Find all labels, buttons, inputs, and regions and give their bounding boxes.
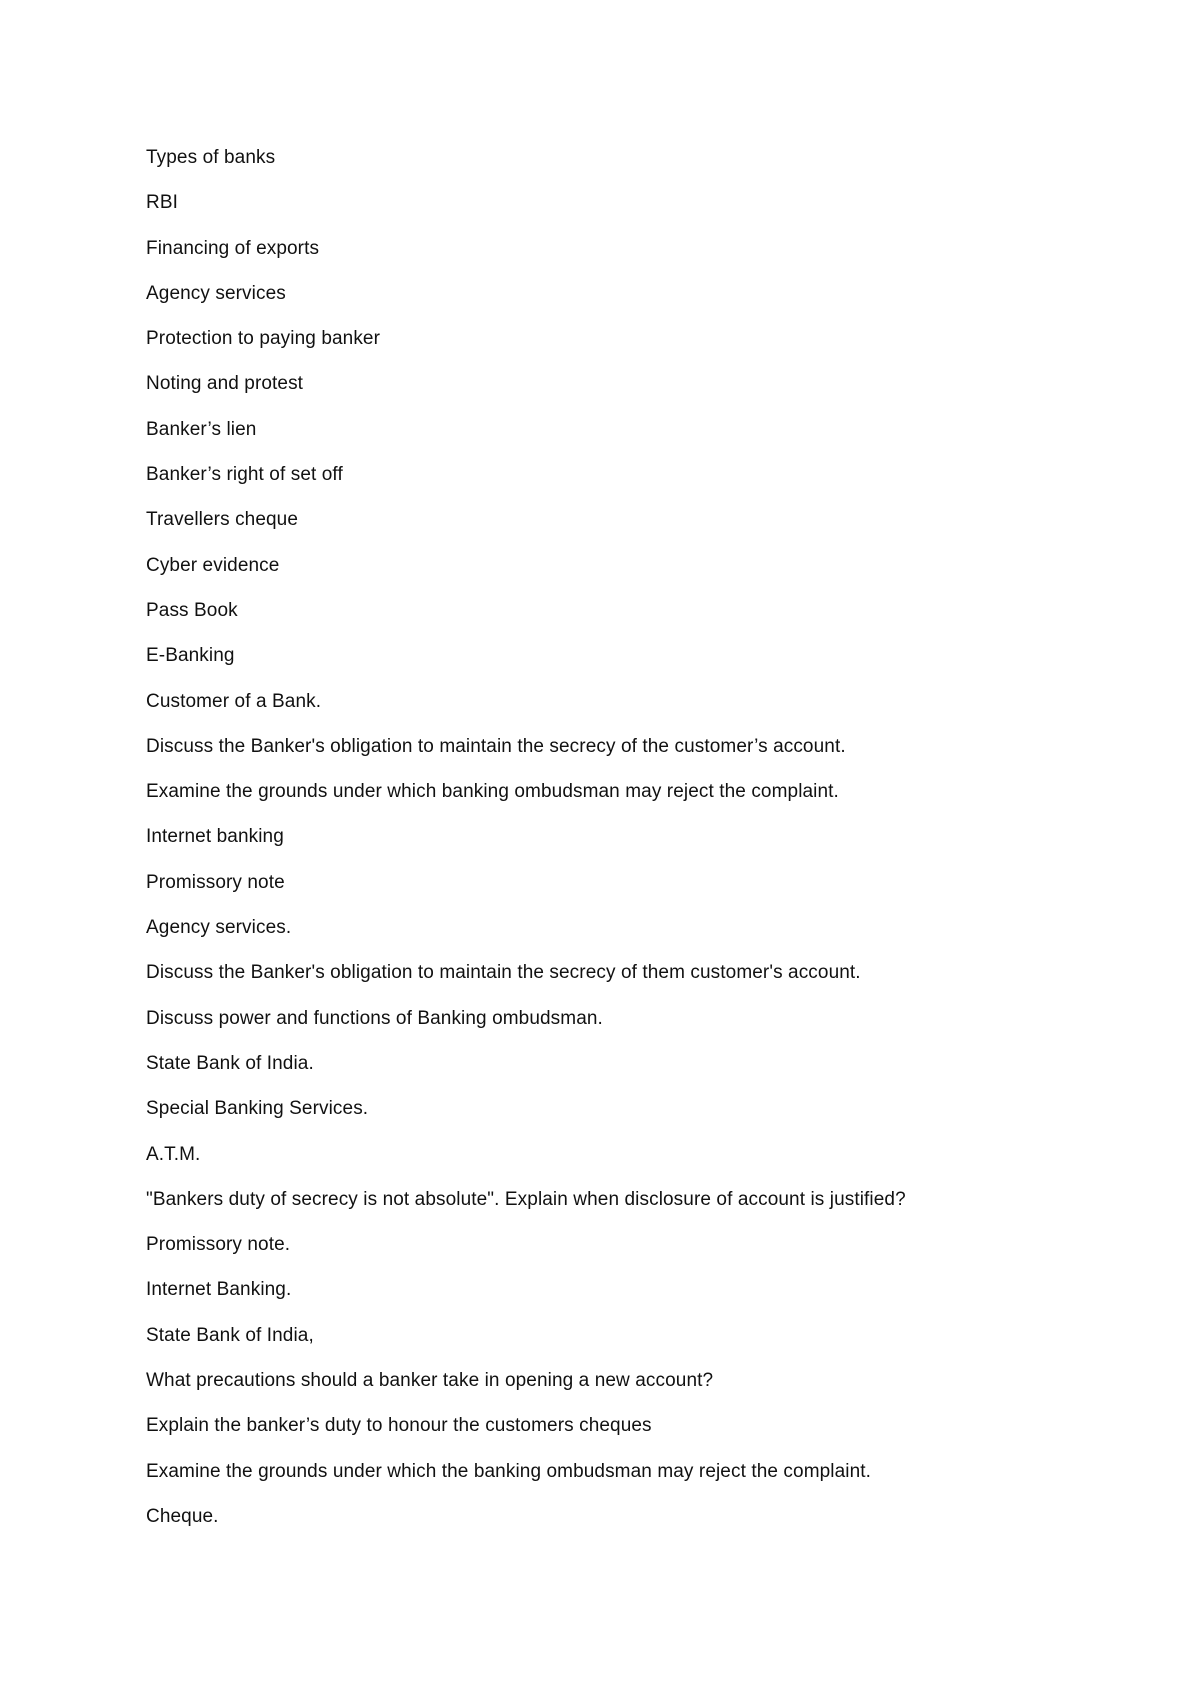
text-line: Agency services [146, 282, 286, 304]
text-line: Agency services. [146, 917, 292, 939]
text-line: Examine the grounds under which the banking ombudsman may reject the complaint. [146, 1460, 872, 1482]
text-line: State Bank of India, [146, 1324, 314, 1346]
text-line: Internet Banking. [146, 1279, 292, 1301]
text-line: Promissory note [146, 871, 285, 893]
text-line: Explain the banker’s duty to honour the customers cheques [146, 1415, 652, 1437]
text-line: Protection to paying banker [146, 328, 381, 350]
text-line: Financing of exports [146, 237, 320, 259]
text-line: Customer of a Bank. [146, 690, 322, 712]
text-line: State Bank of India. [146, 1052, 314, 1074]
text-line: Banker’s right of set off [146, 464, 343, 486]
text-line: Noting and protest [146, 373, 304, 395]
text-line: Types of banks [146, 147, 276, 168]
text-line: RBI [146, 192, 178, 214]
question-list [146, 145, 1146, 1549]
text-line: "Bankers duty of secrecy is not absolute". Explain when disclosure of account is justified? [146, 1188, 906, 1210]
text-line: Discuss the Banker's obligation to maintain the secrecy of them customer's account. [146, 962, 861, 984]
text-line: Internet banking [146, 826, 284, 848]
text-line: Banker’s lien [146, 418, 257, 440]
text-line: Examine the grounds under which banking ombudsman may reject the complaint. [146, 781, 839, 803]
text-line: Special Banking Services. [146, 1098, 369, 1120]
text-line: Pass Book [146, 599, 238, 621]
text-line: Travellers cheque [146, 509, 299, 531]
text-line: Discuss the Banker's obligation to maintain the secrecy of the customer’s account. [146, 735, 846, 757]
text-line: Promissory note. [146, 1234, 291, 1256]
text-line: A.T.M. [146, 1143, 201, 1165]
text-line: E-Banking [146, 645, 235, 667]
text-line: Discuss power and functions of Banking ombudsman. [146, 1007, 603, 1029]
text-line: Cyber evidence [146, 554, 280, 576]
text-line: What precautions should a banker take in opening a new account? [146, 1370, 714, 1392]
text-line: Cheque. [146, 1505, 219, 1527]
